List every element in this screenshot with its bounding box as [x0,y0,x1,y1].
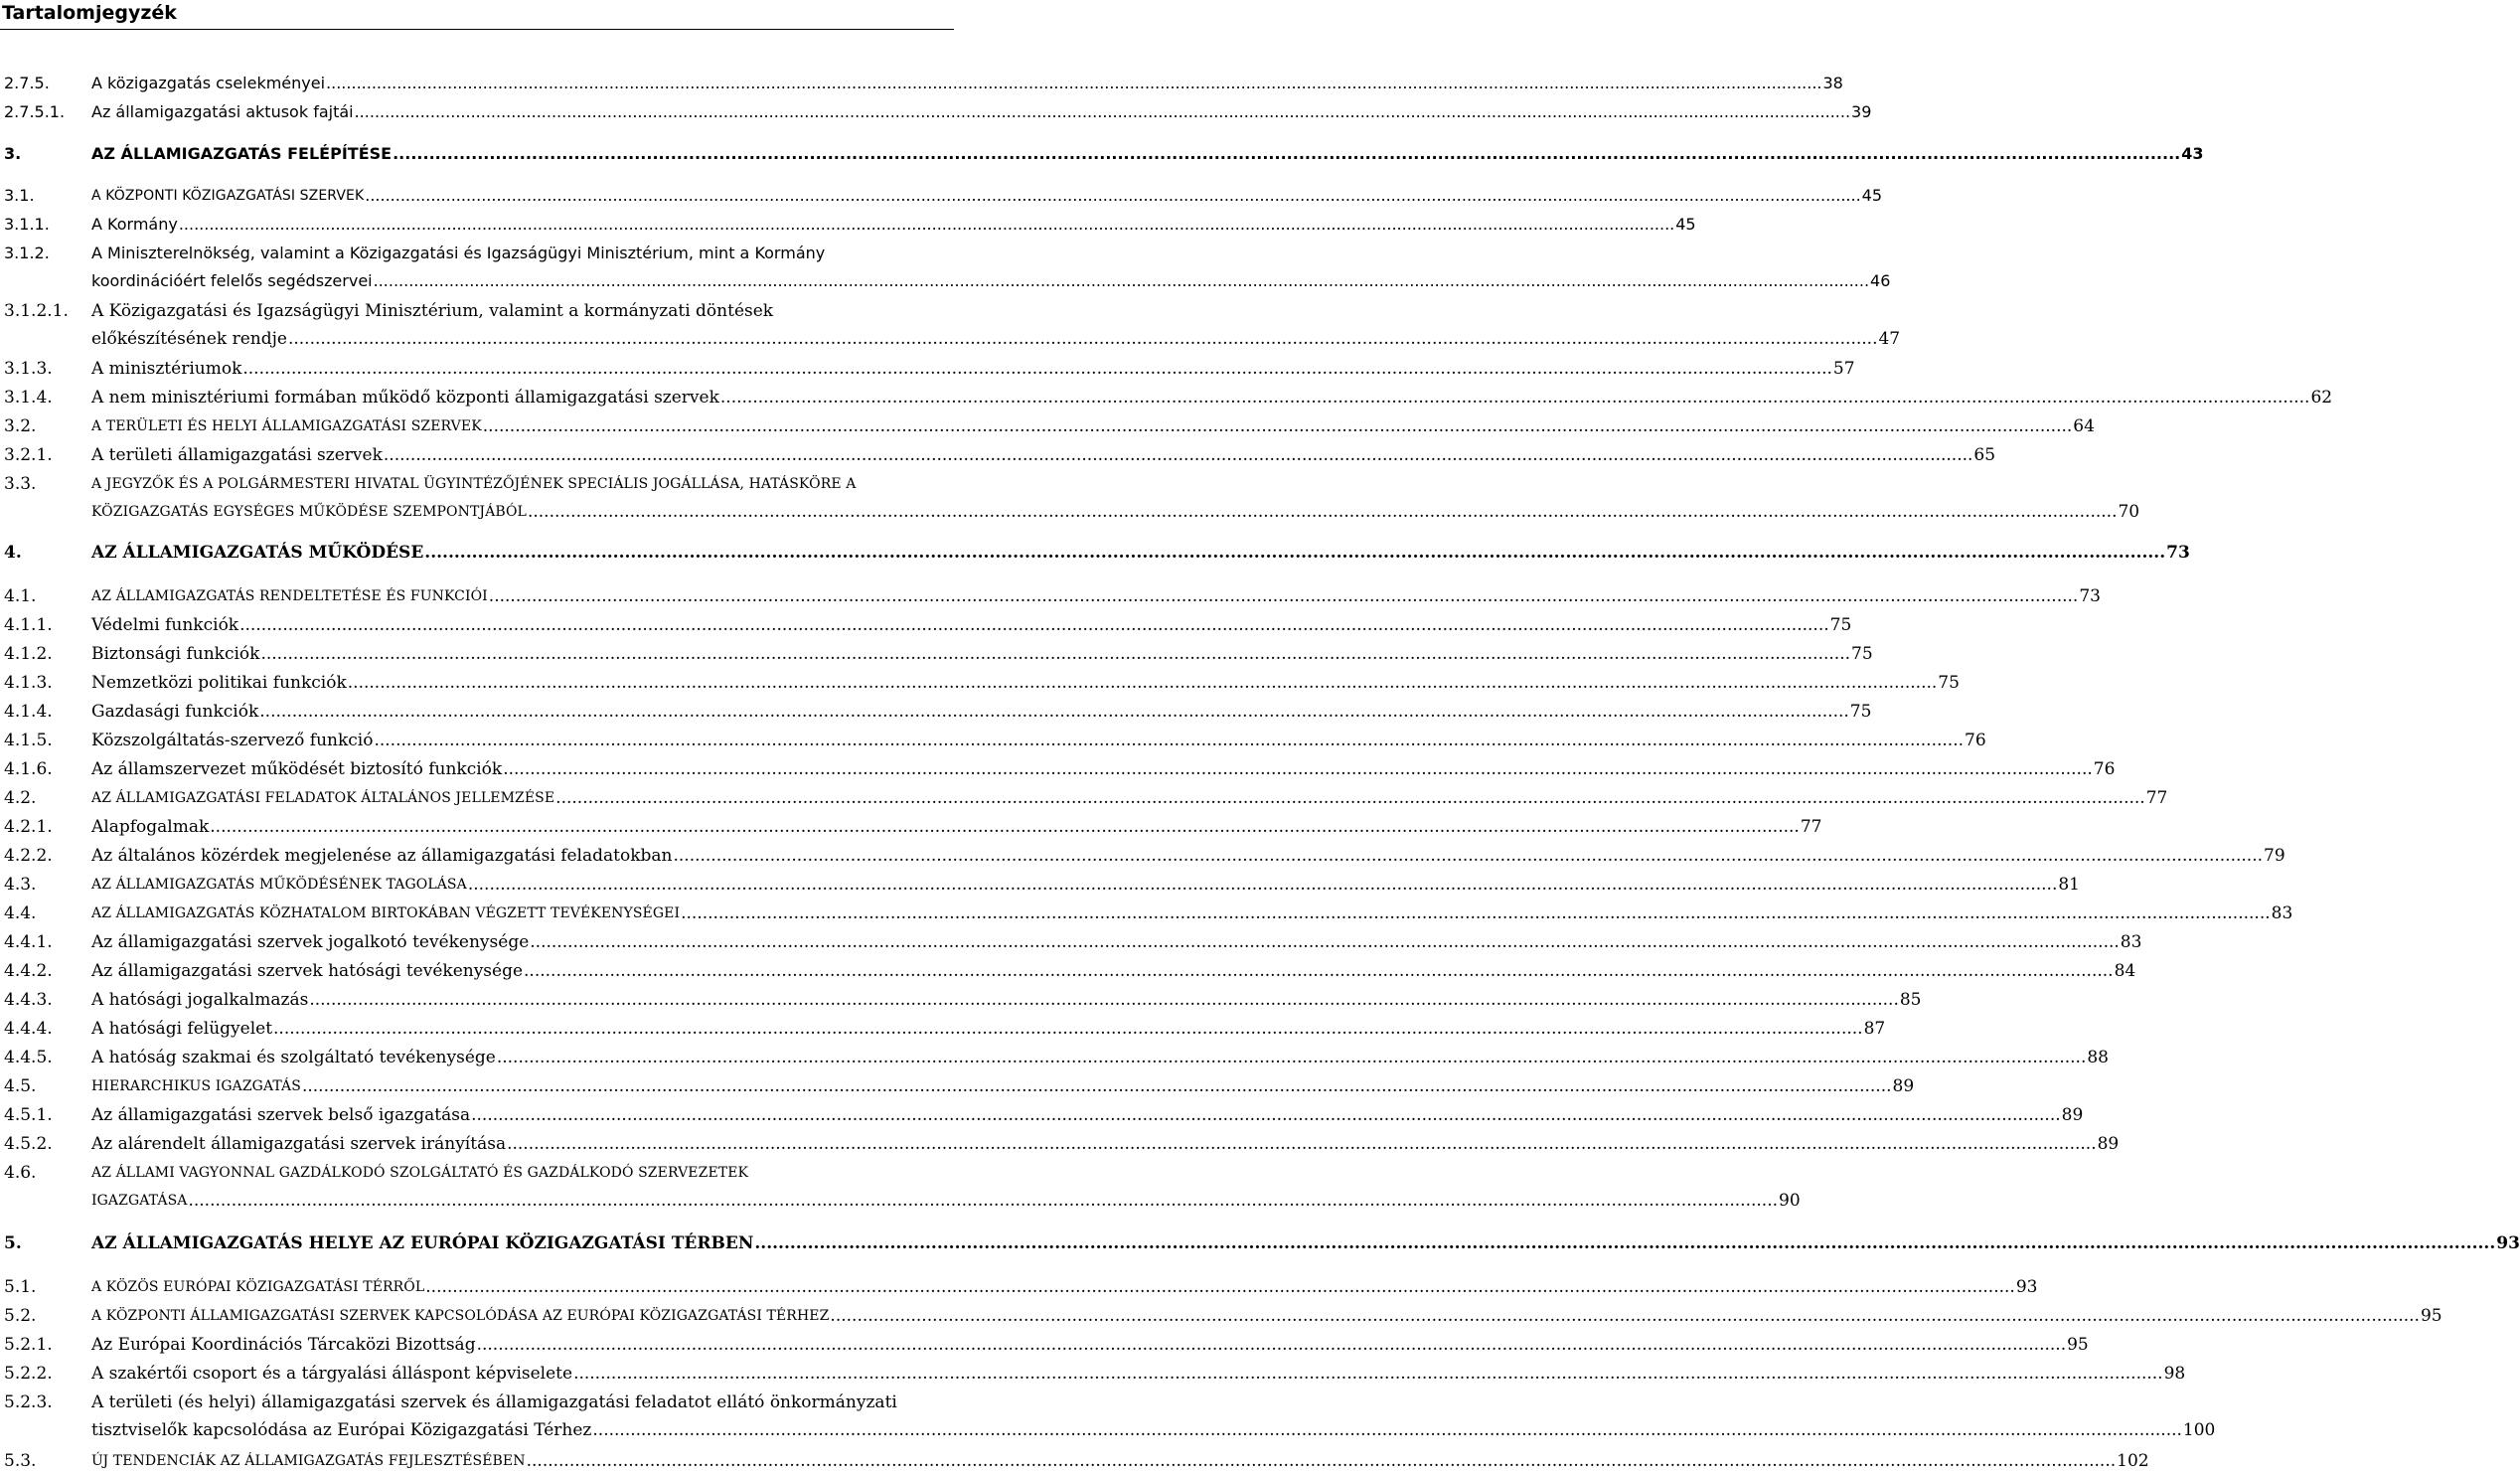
toc-entry-title: Az általános közérdek megjelenése az államigazgatási feladatokban [91,846,673,866]
toc-entry-number: 4.1.2. [4,644,53,664]
dot-leader [489,584,2079,608]
toc-entry-number: 5.2.1. [4,1335,53,1355]
toc-entry-number: 3.3. [4,474,37,494]
dot-leader [830,1304,2420,1328]
toc-entry-title: A TERÜLETI ÉS HELYI ÁLLAMIGAZGATÁSI SZERVEK [91,418,482,434]
dot-leader [471,1103,2061,1127]
dot-leader [260,642,1850,666]
toc-entry-title-continued: IGAZGATÁSA [91,1193,188,1209]
toc-entry-title-continued: tisztviselők kapcsolódása az Európai Közigazgatási Térhez [91,1420,592,1440]
toc-entry-number: 4.4.1. [4,932,53,952]
toc-entry-title: A JEGYZŐK ÉS A POLGÁRMESTERI HIVATAL ÜGYINTÉZŐJÉNEK SPECIÁLIS JOGÁLLÁSA, HATÁSKÖRE A [91,476,857,492]
dot-leader [681,901,2271,925]
toc-entry-number: 4.6. [4,1163,37,1183]
dot-leader [348,671,1938,695]
dot-leader [242,357,1832,381]
toc-entry-number: 4.5.1. [4,1105,53,1125]
toc-entry-page: 84 [2114,961,2136,981]
toc-entry-title: A szakértői csoport és a tárgyalási álláspont képviselete [91,1364,573,1384]
toc-entry-number: 2.7.5.1. [4,102,66,121]
dot-leader [592,1418,2182,1442]
toc-entry-title: AZ ÁLLAMIGAZGATÁS FELÉPÍTÉSE [91,144,393,163]
toc-entry-title: HIERARCHIKUS IGAZGATÁS [91,1078,301,1094]
toc-entry-page: 77 [1800,817,1822,837]
toc-entry-title: AZ ÁLLAMIGAZGATÁS KÖZHATALOM BIRTOKÁBAN VÉGZETT TEVÉKENYSÉGEI [91,905,681,921]
toc-entry-title: AZ ÁLLAMIGAZGATÁS MŰKÖDÉSÉNEK TAGOLÁSA [91,877,467,893]
dot-leader [507,1132,2097,1156]
toc-entry-number: 4.1.1. [4,615,53,635]
toc-entry-page: 62 [2310,388,2333,408]
toc-entry-page: 89 [2061,1105,2084,1125]
toc-entry-title: A hatósági felügyelet [91,1019,273,1039]
dot-leader [188,1189,1778,1213]
toc-entry-title: Közszolgáltatás-szervező funkció [91,731,374,750]
toc-entry-number: 3.1.2.1. [4,301,69,321]
toc-entry-number: 4.2.2. [4,846,53,866]
toc-entry-number: 4.1.5. [4,731,53,750]
toc-entry-number: 3.1.1. [4,215,50,234]
toc-entry-title: A KÖZÖS EURÓPAI KÖZIGAZGATÁSI TÉRRŐL [91,1279,425,1295]
toc-entry-page: 75 [1938,673,1960,693]
toc-entry-page: 95 [2067,1335,2089,1355]
toc-entry-title: ÚJ TENDENCIÁK AZ ÁLLAMIGAZGATÁS FEJLESZTÉSÉBEN [91,1453,526,1469]
toc-entry-number: 4.2.1. [4,817,53,837]
toc-entry-title: Védelmi funkciók [91,615,239,635]
toc-entry-title: Az Európai Koordinációs Tárcaközi Bizottság [91,1335,476,1355]
toc-entry-page: 93 [2496,1233,2520,1253]
dot-leader [503,757,2093,781]
toc-entry-title: Az államigazgatási aktusok fajtái [91,102,354,121]
toc-entry-title-continued: koordinációért felelős segédszervei [91,271,373,290]
toc-entry-page: 73 [2166,543,2190,563]
dot-leader [468,873,2058,897]
toc-entry-number: 4.5.2. [4,1134,53,1154]
toc-entry-number: 3.2.1. [4,445,53,465]
toc-entry-page: 75 [1849,702,1872,722]
toc-entry-page: 81 [2058,875,2080,895]
toc-entry-title: Az államszervezet működését biztosító funkciók [91,759,503,779]
toc-entry-title: Az alárendelt államigazgatási szervek irányítása [91,1134,507,1154]
dot-leader [530,930,2120,954]
toc-entry-number: 4.3. [4,875,37,895]
toc-entry-page: 100 [2182,1420,2216,1440]
dot-leader [754,1231,2495,1255]
toc-entry-page: 83 [2120,932,2142,952]
toc-entry-number: 2.7.5. [4,74,50,92]
toc-entry-page: 45 [1861,186,1883,205]
dot-leader [374,269,1869,293]
toc-entry-page: 57 [1832,359,1855,379]
toc-entry-title: AZ ÁLLAMI VAGYONNAL GAZDÁLKODÓ SZOLGÁLTATÓ ÉS GAZDÁLKODÓ SZERVEZETEK [91,1165,749,1181]
toc-entry-title-continued: előkészítésének rendje [91,329,287,349]
toc-entry-number: 3.1.4. [4,388,53,408]
toc-entry-title: A Miniszterelnökség, valamint a Közigazgatási és Igazságügyi Minisztérium, mint a Kormány [91,244,826,262]
toc-entry-page: 70 [2118,502,2140,522]
toc-entry-title: A hatóság szakmai és szolgáltató tevékenysége [91,1048,496,1067]
toc-entry-page: 95 [2420,1306,2442,1326]
toc-entry-title: A hatósági jogalkalmazás [91,990,309,1010]
dot-leader [483,414,2073,438]
dot-leader [720,386,2310,409]
dot-leader [259,700,1849,724]
toc-entry-page: 43 [2181,144,2204,163]
toc-entry-number: 5.2. [4,1306,37,1326]
toc-entry-page: 38 [1822,74,1843,92]
dot-leader [673,844,2263,868]
toc-entry-number: 4.4.3. [4,990,53,1010]
toc-entry-title: Az államigazgatási szervek hatósági tevékenysége [91,961,524,981]
toc-entry-number: 3.1. [4,186,35,205]
dot-leader [302,1074,1892,1098]
dot-leader [355,100,1850,124]
toc-entry-page: 90 [1779,1191,1801,1211]
toc-entry-page: 89 [1892,1076,1915,1096]
dot-leader [497,1046,2087,1069]
dot-leader [528,500,2118,524]
toc-entry-number: 4.4. [4,903,37,923]
toc-entry-page: 73 [2079,586,2101,606]
toc-entry-title: Alapfogalmak [91,817,210,837]
toc-entry-title: A minisztériumok [91,359,242,379]
page-title: Tartalomjegyzék [2,2,177,24]
toc-entry-number: 4.4.5. [4,1048,53,1067]
dot-leader [239,613,1829,637]
toc-entry-number: 4.1.6. [4,759,53,779]
toc-entry-title: A Közigazgatási és Igazságügyi Minisztérium, valamint a kormányzati döntések [91,301,774,321]
toc-entry-page: 47 [1878,329,1901,349]
toc-entry-title: A nem minisztériumi formában működő központi államigazgatási szervek [91,388,719,408]
toc-entry-page: 87 [1863,1019,1886,1039]
toc-entry-number: 4.1. [4,586,37,606]
toc-entry-page: 39 [1851,102,1872,121]
dot-leader [326,72,1821,95]
toc-entry-number: 5.3. [4,1451,37,1471]
toc-entry-number: 3. [4,144,22,163]
toc-entry-page: 83 [2271,903,2293,923]
dot-leader [374,729,1964,752]
toc-entry-page: 64 [2073,416,2095,436]
toc-entry-title: A Kormány [91,215,178,234]
toc-entry-page: 75 [1851,644,1873,664]
dot-leader [527,1449,2117,1473]
toc-entry-page: 85 [1899,990,1922,1010]
toc-entry-title: AZ ÁLLAMIGAZGATÁS MŰKÖDÉSE [91,543,424,563]
toc-entry-number: 4.4.4. [4,1019,53,1039]
toc-entry-page: 89 [2097,1134,2120,1154]
toc-entry-number: 3.2. [4,416,37,436]
toc-entry-number: 4.2. [4,788,37,808]
toc-entry-page: 76 [2093,759,2116,779]
toc-entry-title: AZ ÁLLAMIGAZGATÁS RENDELTETÉSE ÉS FUNKCIÓI [91,588,488,604]
toc-entry-title: Gazdasági funkciók [91,702,259,722]
toc-entry-title: A területi (és helyi) államigazgatási szervek és államigazgatási feladatot ellátó önkormányzati [91,1392,897,1412]
toc-entry-number: 5.2.2. [4,1364,53,1384]
toc-entry-number: 5.1. [4,1277,37,1297]
toc-entry-page: 65 [1973,445,1996,465]
toc-entry-number: 4.5. [4,1076,37,1096]
dot-leader [425,1275,2015,1299]
toc-entry-number: 4.4.2. [4,961,53,981]
toc-entry-title: A KÖZPONTI KÖZIGAZGATÁSI SZERVEK [91,188,365,204]
dot-leader [393,142,2180,166]
dot-leader [555,786,2145,810]
toc-entry-title-continued: KÖZIGAZGATÁS EGYSÉGES MŰKÖDÉSE SZEMPONTJÁBÓL [91,504,527,520]
toc-entry-number: 3.1.2. [4,244,50,262]
toc-entry-page: 93 [2015,1277,2038,1297]
toc-entry-number: 4.1.4. [4,702,53,722]
dot-leader [309,988,1899,1012]
toc-entry-title: A KÖZPONTI ÁLLAMIGAZGATÁSI SZERVEK KAPCSOLÓDÁSA AZ EURÓPAI KÖZIGAZGATÁSI TÉRHEZ [91,1308,830,1324]
toc-entry-page: 77 [2145,788,2168,808]
toc-entry-page: 102 [2117,1451,2149,1471]
dot-leader [210,815,1800,839]
toc-entry-number: 4.1.3. [4,673,53,693]
dot-leader [573,1362,2163,1386]
dot-leader [273,1017,1863,1041]
toc-entry-page: 98 [2163,1364,2186,1384]
toc-entry-title: AZ ÁLLAMIGAZGATÁSI FELADATOK ÁLTALÁNOS JELLEMZÉSE [91,790,555,806]
dot-leader [288,327,1878,351]
toc-entry-number: 5. [4,1233,22,1253]
toc-entry-number: 4. [4,543,22,563]
toc-entry-number: 5.2.3. [4,1392,53,1412]
toc-entry-title: A területi államigazgatási szervek [91,445,383,465]
toc-entry-title: Az államigazgatási szervek jogalkotó tevékenysége [91,932,530,952]
toc-entry-page: 75 [1829,615,1852,635]
dot-leader [179,213,1674,237]
toc-entry-page: 79 [2264,846,2285,866]
toc-entry-page: 76 [1965,731,1986,750]
toc-entry-title: Biztonsági funkciók [91,644,260,664]
dot-leader [477,1333,2067,1357]
dot-leader [524,959,2114,983]
dot-leader [384,443,1973,467]
toc-entry-title: A közigazgatás cselekményei [91,74,326,92]
toc-entry-page: 46 [1870,271,1891,290]
dot-leader [424,541,2165,565]
toc-entry-title: Nemzetközi politikai funkciók [91,673,347,693]
toc-entry-title: AZ ÁLLAMIGAZGATÁS HELYE AZ EURÓPAI KÖZIGAZGATÁSI TÉRBEN [91,1233,754,1253]
toc-entry-page: 45 [1675,215,1696,234]
dot-leader [365,184,1860,208]
toc-entry-page: 88 [2087,1048,2109,1067]
toc-entry-number: 3.1.3. [4,359,53,379]
toc-entry-title: Az államigazgatási szervek belső igazgatása [91,1105,471,1125]
